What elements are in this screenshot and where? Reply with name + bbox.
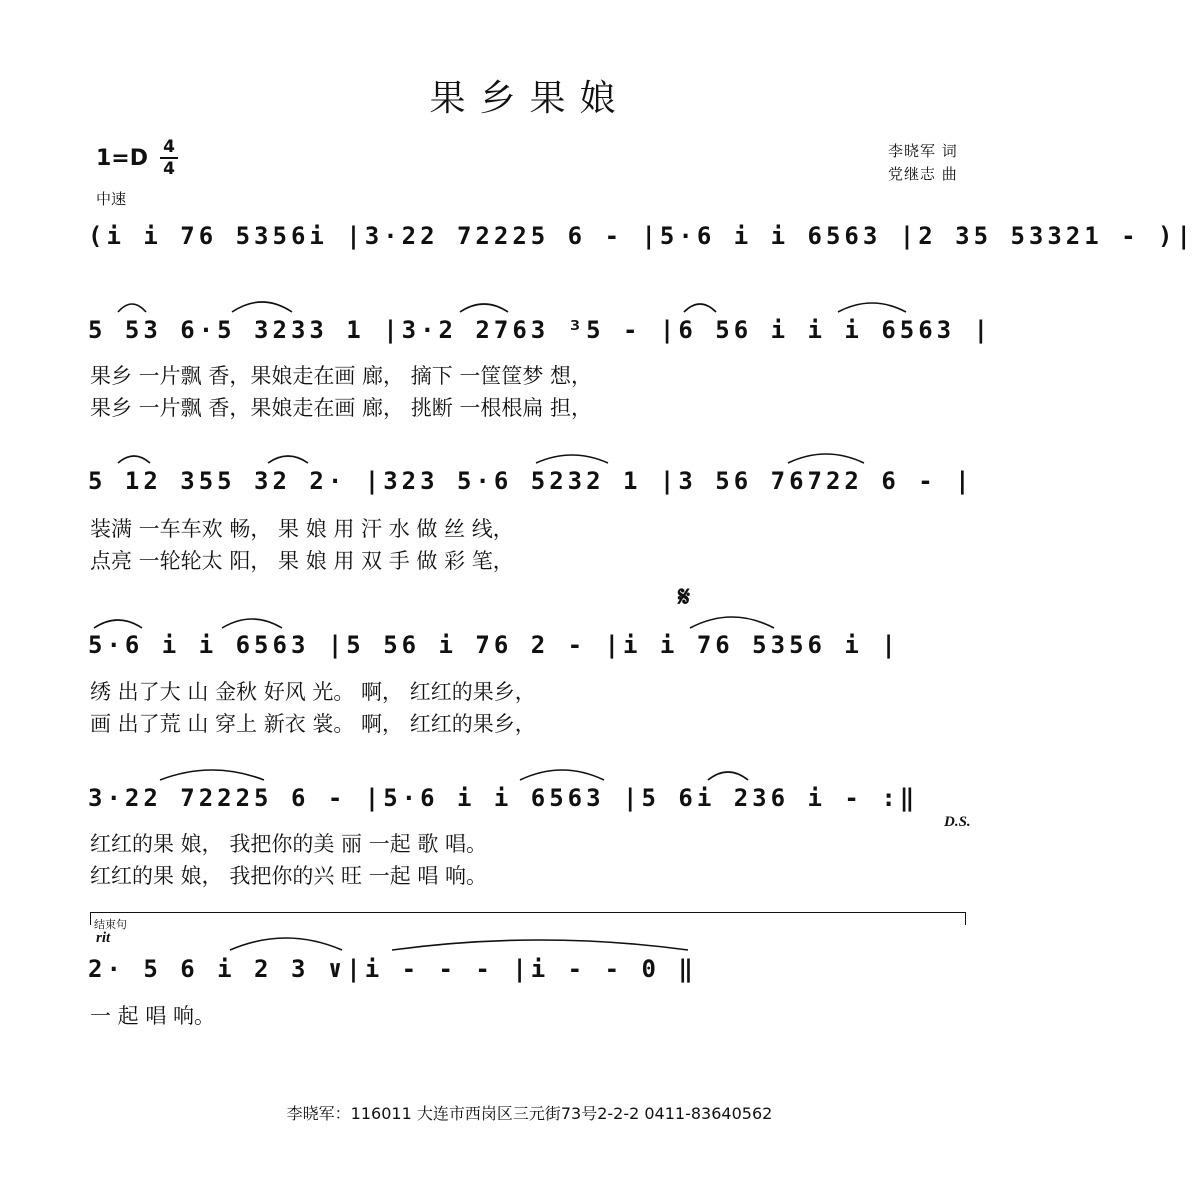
- slur-arc: [222, 619, 282, 628]
- slur-arc: [690, 617, 774, 628]
- slur-arc: [460, 304, 508, 312]
- coda-label: 结束句: [94, 918, 127, 931]
- lyrics-line-3-verse-2: 画 出了荒 山 穿上 新衣 裳。 啊， 红红的果乡，: [90, 712, 536, 736]
- lyrics-line-4-verse-2: 红红的果 娘， 我把你的兴 旺 一起 唱 响。: [90, 864, 488, 888]
- ds-marking: D.S.: [944, 814, 971, 830]
- slur-arc: [788, 454, 864, 463]
- time-signature-top: 4: [160, 137, 178, 159]
- lyrics-line-2-verse-1: 装满 一车车欢 畅， 果 娘 用 汗 水 做 丝 线，: [90, 517, 514, 541]
- time-signature-bottom: 4: [163, 159, 175, 179]
- slur-arc: [392, 940, 688, 950]
- song-title: 果乡果娘: [429, 78, 630, 119]
- lyrics-line-1-verse-1: 果乡 一片飘 香，果娘走在画 廊， 摘下 一筐筐梦 想，: [90, 364, 593, 388]
- notation-line-intro: (i i 76 5356i |3·22 72225 6 - |5·6 i i 6563 |2 35 53321 - )|: [88, 222, 1195, 250]
- slur-arc: [684, 304, 716, 312]
- slur-arc: [94, 620, 142, 628]
- lyrics-line-3-verse-1: 绣 出了大 山 金秋 好风 光。 啊， 红红的果乡，: [90, 680, 536, 704]
- slur-arc: [268, 456, 308, 463]
- contact-footer: 李晓军：116011 大连市西岗区三元街73号2-2-2 0411-83640562: [286, 1104, 773, 1123]
- notation-line-2: 5 12 355 32 2· |323 5·6 5232 1 |3 56 76722 6 - |: [88, 467, 974, 495]
- slur-arc: [520, 770, 604, 780]
- rit-marking: rit: [96, 930, 111, 946]
- notation-line-coda: 2· 5 6 i 2 3 ∨|i - - - |i - - 0 ‖: [88, 955, 697, 983]
- key-signature: 1=D: [96, 146, 149, 171]
- notation-line-4: 3·22 72225 6 - |5·6 i i 6563 |5 6i 236 i - :‖: [88, 784, 919, 812]
- slur-arc: [232, 302, 292, 312]
- segno-icon: 𝄋: [678, 580, 691, 613]
- tempo-marking: 中速: [96, 190, 127, 208]
- notation-line-3: 5·6 i i 6563 |5 56 i 76 2 - |i i 76 5356 i |: [88, 631, 900, 659]
- slur-arc: [230, 938, 342, 950]
- lyrics-line-2-verse-2: 点亮 一轮轮太 阳， 果 娘 用 双 手 做 彩 笔，: [90, 549, 514, 573]
- slur-arc: [838, 303, 906, 312]
- slur-arc: [118, 304, 146, 312]
- slur-arc: [536, 455, 608, 463]
- lyricist-credit: 李晓军 词: [888, 142, 958, 160]
- composer-credit: 党继志 曲: [888, 165, 958, 183]
- slur-arc: [160, 770, 264, 780]
- notation-line-1: 5 53 6·5 3233 1 |3·2 2763 ³5 - |6 56 i i i 6563 |: [88, 316, 993, 344]
- slur-arc: [118, 456, 150, 463]
- lyrics-line-coda: 一 起 唱 响。: [90, 1004, 216, 1028]
- lyrics-line-4-verse-1: 红红的果 娘， 我把你的美 丽 一起 歌 唱。: [90, 832, 488, 856]
- lyrics-line-1-verse-2: 果乡 一片飘 香，果娘走在画 廊， 挑断 一根根扁 担，: [90, 396, 593, 420]
- slur-arc: [708, 772, 748, 780]
